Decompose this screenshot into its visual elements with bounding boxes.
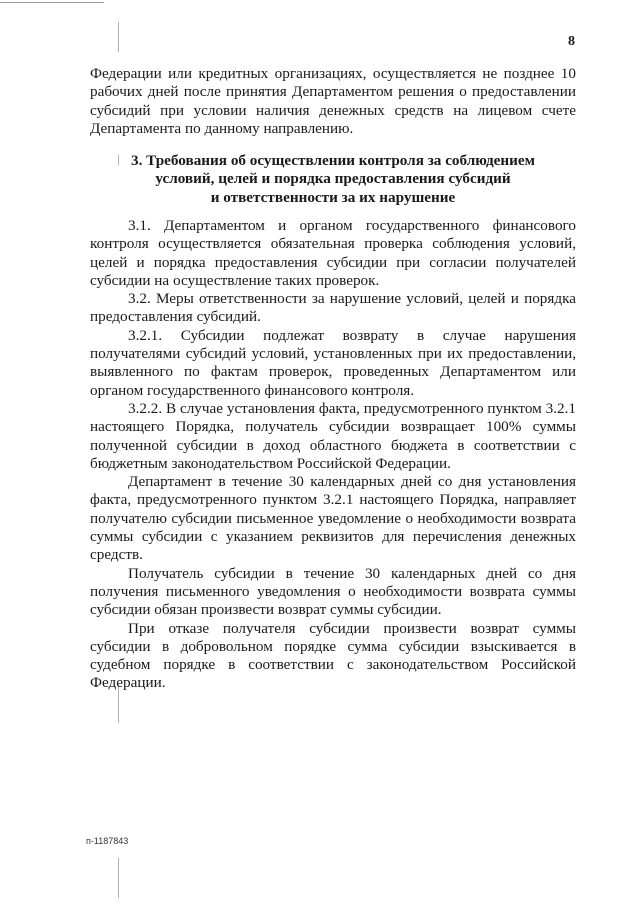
section-heading-line-3: и ответственности за их нарушение [210,188,456,206]
section-heading-line-1: 3. Требования об осуществлении контроля за соблюдением [130,152,536,169]
paragraph-3-2-1: 3.2.1. Субсидии подлежат возврату в случае нарушения получателями субсидий условий, установленных при их предоставлении, выявленного по фактам проверок, проведенных Департаментом или органом государственного финансового контроля. [90,326,576,399]
section-heading-line-2: условий, целей и порядка предоставления субсидий [155,170,511,188]
top-scan-rule [0,2,104,3]
section-heading [90,152,576,207]
footer-document-code: п-1187843 [86,836,129,846]
left-margin-mark-top [118,22,119,52]
paragraph-notification: Департамент в течение 30 календарных дней со дня установления факта, предусмотренного пунктом 3.2.1 настоящего Порядка, направляет получателю субсидии письменное уведомление о необходимости возврата суммы субсидии с указанием реквизитов для перечисления денежных средств. [90,473,576,564]
left-margin-mark-bottom [118,858,119,898]
intro-text: Федерации или кредитных организациях, осуществляется не позднее 10 рабочих дней после принятия Департаментом решения о предоставлении субсидий при условии наличия денежных средств на лицевом счете Департамента по данному направлению. [90,65,576,137]
intro-paragraph [90,65,576,138]
section-body [90,217,576,693]
paragraph-refund-deadline: Получатель субсидии в течение 30 календарных дней со дня получения письменного уведомления о необходимости возврата суммы субсидии обязан произвести возврат суммы субсидии. [90,564,576,619]
page-number: 8 [568,34,575,49]
paragraph-3-2: 3.2. Меры ответственности за нарушение условий, целей и порядка предоставления субсидий. [90,290,576,326]
paragraph-court-recovery: При отказе получателя субсидии произвести возврат суммы субсидии в добровольном порядке сумма субсидии взыскивается в судебном порядке в соответствии с законодательством Российской Федерации. [90,619,576,692]
paragraph-3-1: 3.1. Департаментом и органом государственного финансового контроля осуществляется обязательная проверка соблюдения условий, целей и порядка предоставления субсидии при согласии получателей субсидии на осуществление таких проверок. [90,217,576,289]
paragraph-3-2-2: 3.2.2. В случае установления факта, предусмотренного пунктом 3.2.1 настоящего Порядка, получатель субсидии возвращает 100% суммы полученной субсидии в доход областного бюджета в соответствии с бюджетным законодательством Российской Федерации. [90,399,576,472]
